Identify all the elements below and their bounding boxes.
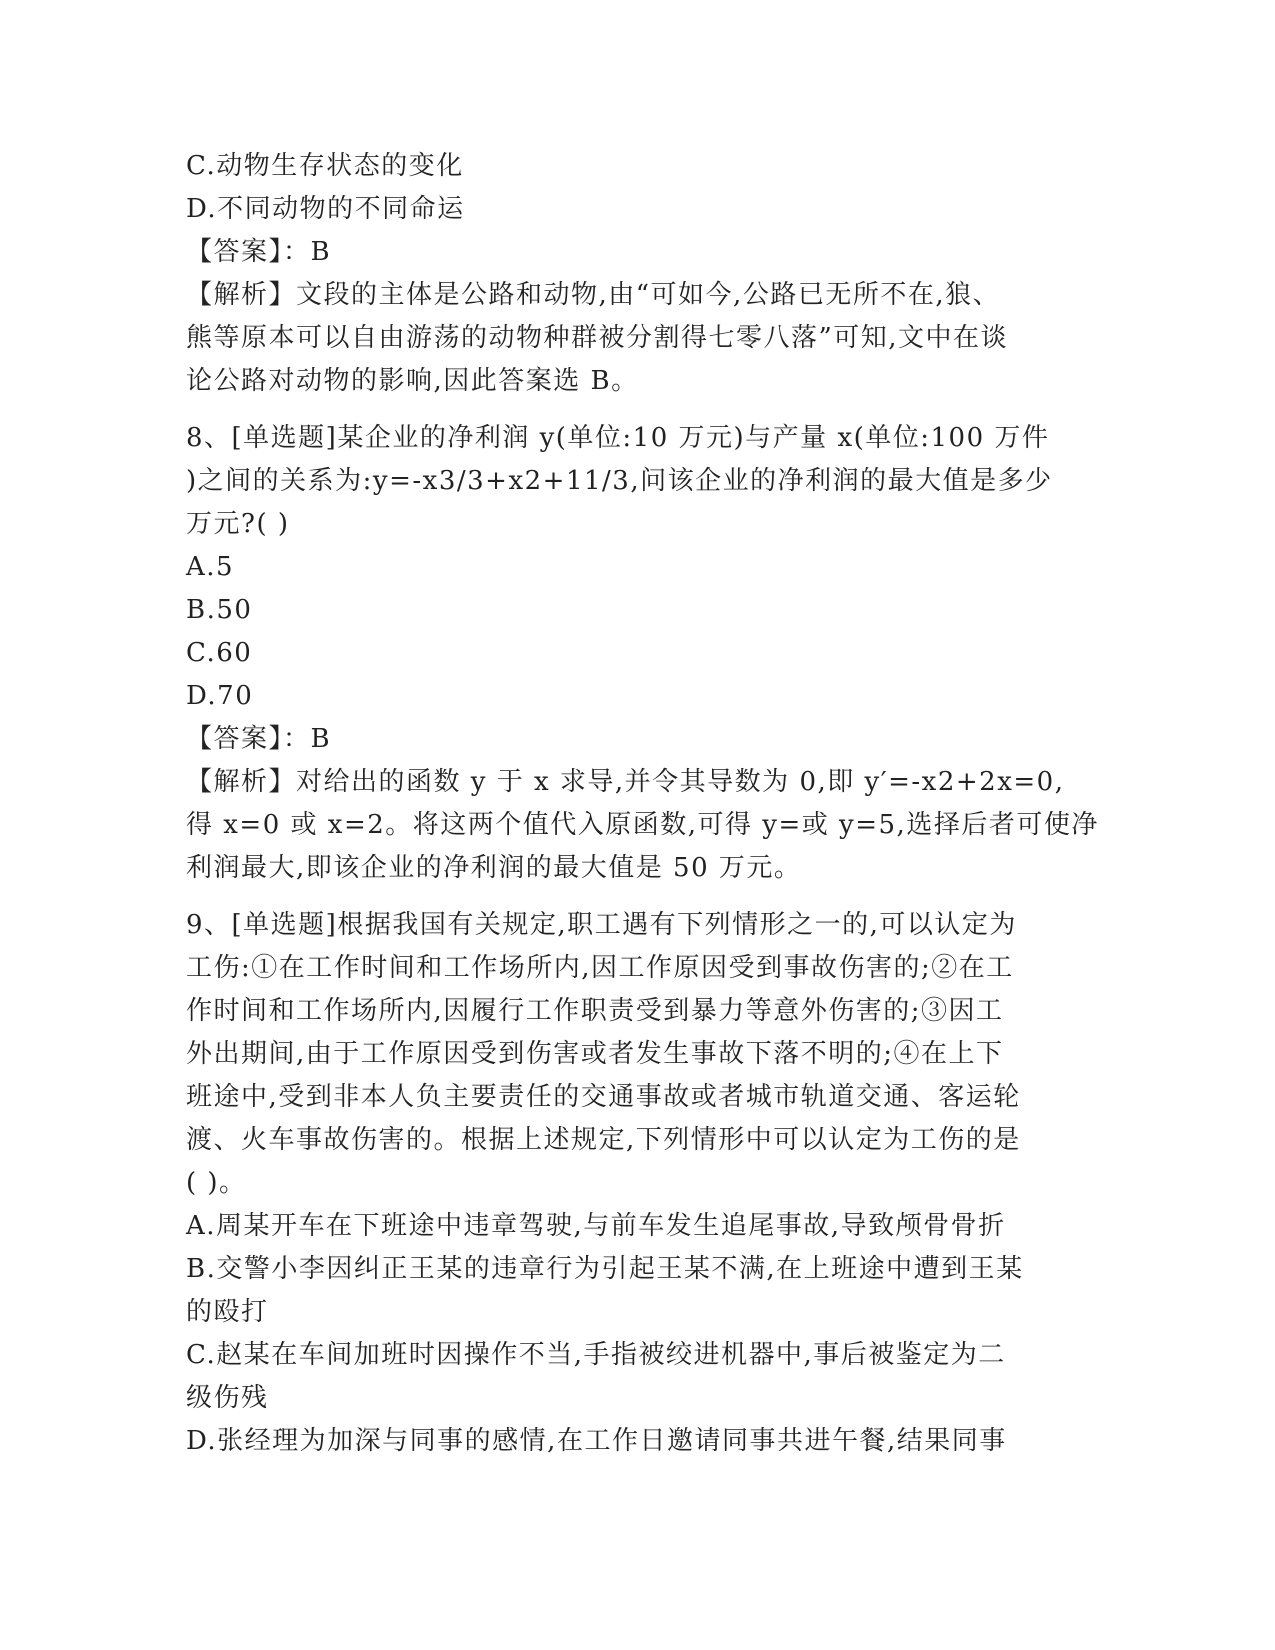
question-stem: 外出期间,由于工作原因受到伤害或者发生事故下落不明的;④在上下 [186, 1039, 1004, 1069]
option-c: C.60 [186, 638, 253, 668]
paragraph-gap [186, 890, 1086, 904]
question-stem: ( )。 [186, 1168, 247, 1198]
analysis-line: 利润最大,即该企业的净利润的最大值是 50 万元。 [186, 853, 802, 883]
answer-line: 【答案】：B [186, 724, 332, 754]
question-stem: 9、[单选题]根据我国有关规定,职工遇有下列情形之一的,可以认定为 [186, 910, 1017, 940]
question-stem: 渡、火车事故伤害的。根据上述规定,下列情形中可以认定为工伤的是 [186, 1125, 1021, 1155]
paragraph-gap [186, 403, 1086, 417]
question-stem: 工伤:①在工作时间和工作场所内,因工作原因受到事故伤害的;②在工 [186, 953, 1014, 983]
analysis-line: 得 x=0 或 x=2。将这两个值代入原函数,可得 y=或 y=5,选择后者可使净 [186, 810, 1099, 840]
option-d: D.不同动物的不同命运 [186, 194, 465, 224]
option-d: D.张经理为加深与同事的感情,在工作日邀请同事共进午餐,结果同事 [186, 1426, 1007, 1456]
option-b: B.50 [186, 595, 253, 625]
option-b: B.交警小李因纠正王某的违章行为引起王某不满,在上班途中遭到王某 [186, 1254, 1024, 1284]
analysis-line: 论公路对动物的影响,因此答案选 B。 [186, 366, 639, 396]
answer-line: 【答案】：B [186, 237, 332, 267]
question-stem: 班途中,受到非本人负主要责任的交通事故或者城市轨道交通、客运轮 [186, 1082, 1021, 1112]
question-stem: 8、[单选题]某企业的净利润 y(单位:10 万元)与产量 x(单位:100 万件 [186, 423, 1050, 453]
analysis-line: 【解析】文段的主体是公路和动物,由“可如今,公路已无所不在,狼、 [186, 280, 1001, 310]
option-c-continued: 级伤残 [186, 1383, 269, 1413]
question-8 [186, 417, 1099, 890]
question-stem: )之间的关系为:y=-x3/3+x2+11/3,问该企业的净利润的最大值是多少 [186, 466, 1053, 496]
question-stem: 作时间和工作场所内,因履行工作职责受到暴力等意外伤害的;③因工 [186, 996, 1004, 1026]
question-9 [186, 904, 1086, 1463]
question-stem: 万元?( ) [186, 509, 290, 539]
option-b-continued: 的殴打 [186, 1297, 269, 1327]
option-d: D.70 [186, 681, 254, 711]
option-c: C.动物生存状态的变化 [186, 151, 464, 181]
document-body [186, 145, 1099, 1463]
analysis-line: 【解析】对给出的函数 y 于 x 求导,并令其导数为 0,即 y′=-x2+2x=0, [186, 767, 1065, 797]
option-a: A.周某开车在下班途中违章驾驶,与前车发生追尾事故,导致颅骨骨折 [186, 1211, 1006, 1241]
option-c: C.赵某在车间加班时因操作不当,手指被绞进机器中,事后被鉴定为二 [186, 1340, 1006, 1370]
analysis-line: 熊等原本可以自由游荡的动物种群被分割得七零八落”可知,文中在谈 [186, 323, 1009, 353]
option-a: A.5 [186, 552, 235, 582]
question-7-tail [186, 145, 1086, 403]
